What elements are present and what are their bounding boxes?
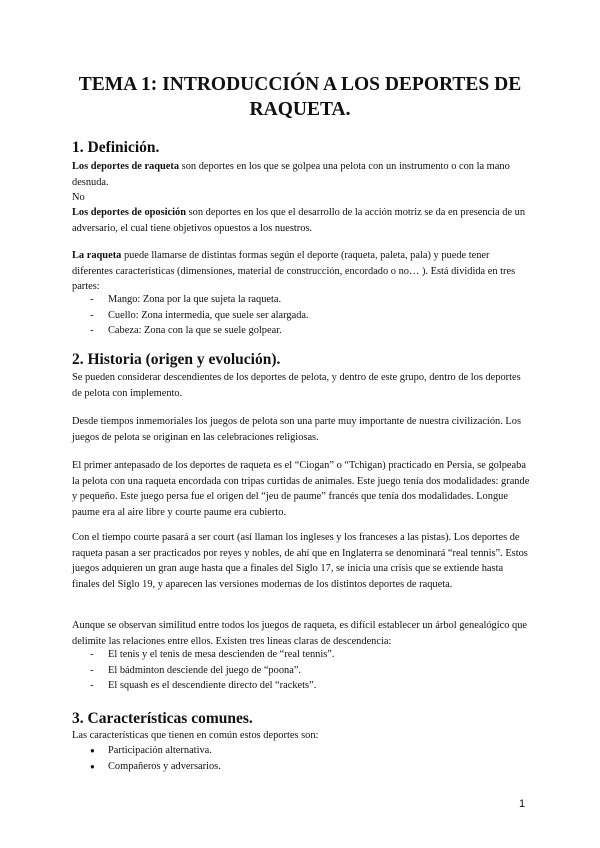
list-item	[72, 678, 532, 694]
term-la-raqueta: La raqueta	[72, 250, 122, 261]
list-item	[72, 292, 532, 308]
list-item	[72, 647, 532, 663]
dash-marker: -	[90, 325, 94, 337]
characteristics-intro: Las características que tienen en común estos deportes son:	[72, 730, 319, 741]
list-item	[72, 308, 532, 324]
raqueta-text: puede llamarse de distintas formas según el deporte (raqueta, paleta, pala) y puede tener diferentes características (dimensiones, material de construcción, encordado o no… ). Está dividida en tres partes:	[72, 250, 516, 293]
dash-marker: -	[90, 309, 94, 321]
document-title	[60, 72, 540, 122]
line-squash: El squash es el descendiente directo del “rackets”.	[108, 680, 317, 692]
item-participacion: Participación alternativa.	[108, 745, 212, 756]
part-cuello: Cuello: Zona intermedia, que suele ser alargada.	[108, 309, 309, 321]
title-line-2: RAQUETA.	[249, 99, 351, 120]
term-deportes-de-raqueta: Los deportes de raqueta	[72, 161, 180, 172]
list-item	[72, 759, 532, 775]
bullet-marker: ●	[90, 761, 95, 771]
characteristics-list	[72, 743, 532, 774]
part-mango: Mango: Zona por la que sujeta la raqueta.	[108, 294, 282, 305]
history-paragraph-4: Con el tiempo courte pasará a ser court (así llaman los ingleses y los franceses a las pistas). Los deportes de raqueta pasan a ser practicados por reyes y nobles, de ahí que en Inglaterra se denominará “real tennis”. Estos juegos adquieren un gran auge hasta que a finales del Siglo 17, se inicia una crisis que se extiende hasta finales del Siglo 19, y aparecen las versiones modernas de los distintos deportes de raqueta.	[72, 532, 528, 590]
racket-parts-list	[72, 292, 532, 339]
line-tenis: El tenis y el tenis de mesa descienden de “real tennis”.	[108, 649, 335, 660]
term-deportes-de-oposicion: Los deportes de oposición	[72, 207, 187, 218]
history-paragraph-1: Se pueden considerar descendientes de los deportes de pelota, y dentro de este grupo, dentro de los deportes de pelota con implemento.	[72, 372, 521, 399]
dash-marker: -	[90, 680, 94, 692]
bullet-marker: ●	[90, 746, 95, 755]
section-2-heading: 2. Historia (origen y evolución).	[72, 351, 281, 368]
section-1-heading: 1. Definición.	[72, 139, 160, 156]
definition-text-1: son deportes en los que se golpea una pelota con un instrumento o con la mano desnuda.	[72, 161, 510, 188]
part-cabeza: Cabeza: Zona con la que se suele golpear.	[108, 325, 282, 337]
dash-marker: -	[90, 649, 94, 660]
item-companeros: Compañeros y adversarios.	[108, 760, 221, 772]
list-item	[72, 663, 532, 679]
definition-paragraph-2	[72, 205, 532, 236]
definition-text-2: son deportes en los que el desarrollo de la acción motriz se da en presencia de un adversario, el cual tiene objetivos opuestos a los nuestros.	[72, 207, 526, 234]
page-number: 1	[519, 798, 526, 810]
dash-marker: -	[90, 664, 94, 676]
title-line-1: TEMA 1: INTRODUCCIÓN A LOS DEPORTES DE	[78, 74, 522, 95]
line-badminton: El bádminton desciende del juego de “poona”.	[108, 664, 302, 676]
no-text: No	[72, 192, 85, 203]
history-paragraph-5: Aunque se observan similitud entre todos los juegos de raqueta, es difícil establecer un árbol genealógico que delimite las relaciones entre ellos. Existen tres líneas claras de descendencia:	[72, 620, 528, 647]
definition-paragraph-1	[72, 159, 532, 190]
dash-marker: -	[90, 294, 94, 305]
list-item	[72, 743, 532, 759]
history-paragraph-3: El primer antepasado de los deportes de raqueta es el “Ciogan” o “Tchigan) practicado en Persia, se golpeaba la pelota con una raqueta encordada con tripas curtidas de animales. Este juego tenía dos modalidades: grande y pequeño. Este juego persa fue el origen del “jeu de paume” francés que tenía dos modalidades. Longue paume era al aire libre y courte paume era cubierto.	[72, 460, 530, 518]
section-3-heading: 3. Características comunes.	[72, 710, 253, 727]
descendance-list	[72, 647, 532, 694]
list-item	[72, 323, 532, 339]
history-paragraph-2: Desde tiempos inmemoriales los juegos de pelota son una parte muy importante de nuestra civilización. Los juegos de pelota se originan en las celebraciones religiosas.	[72, 416, 521, 443]
raqueta-paragraph	[72, 248, 532, 295]
